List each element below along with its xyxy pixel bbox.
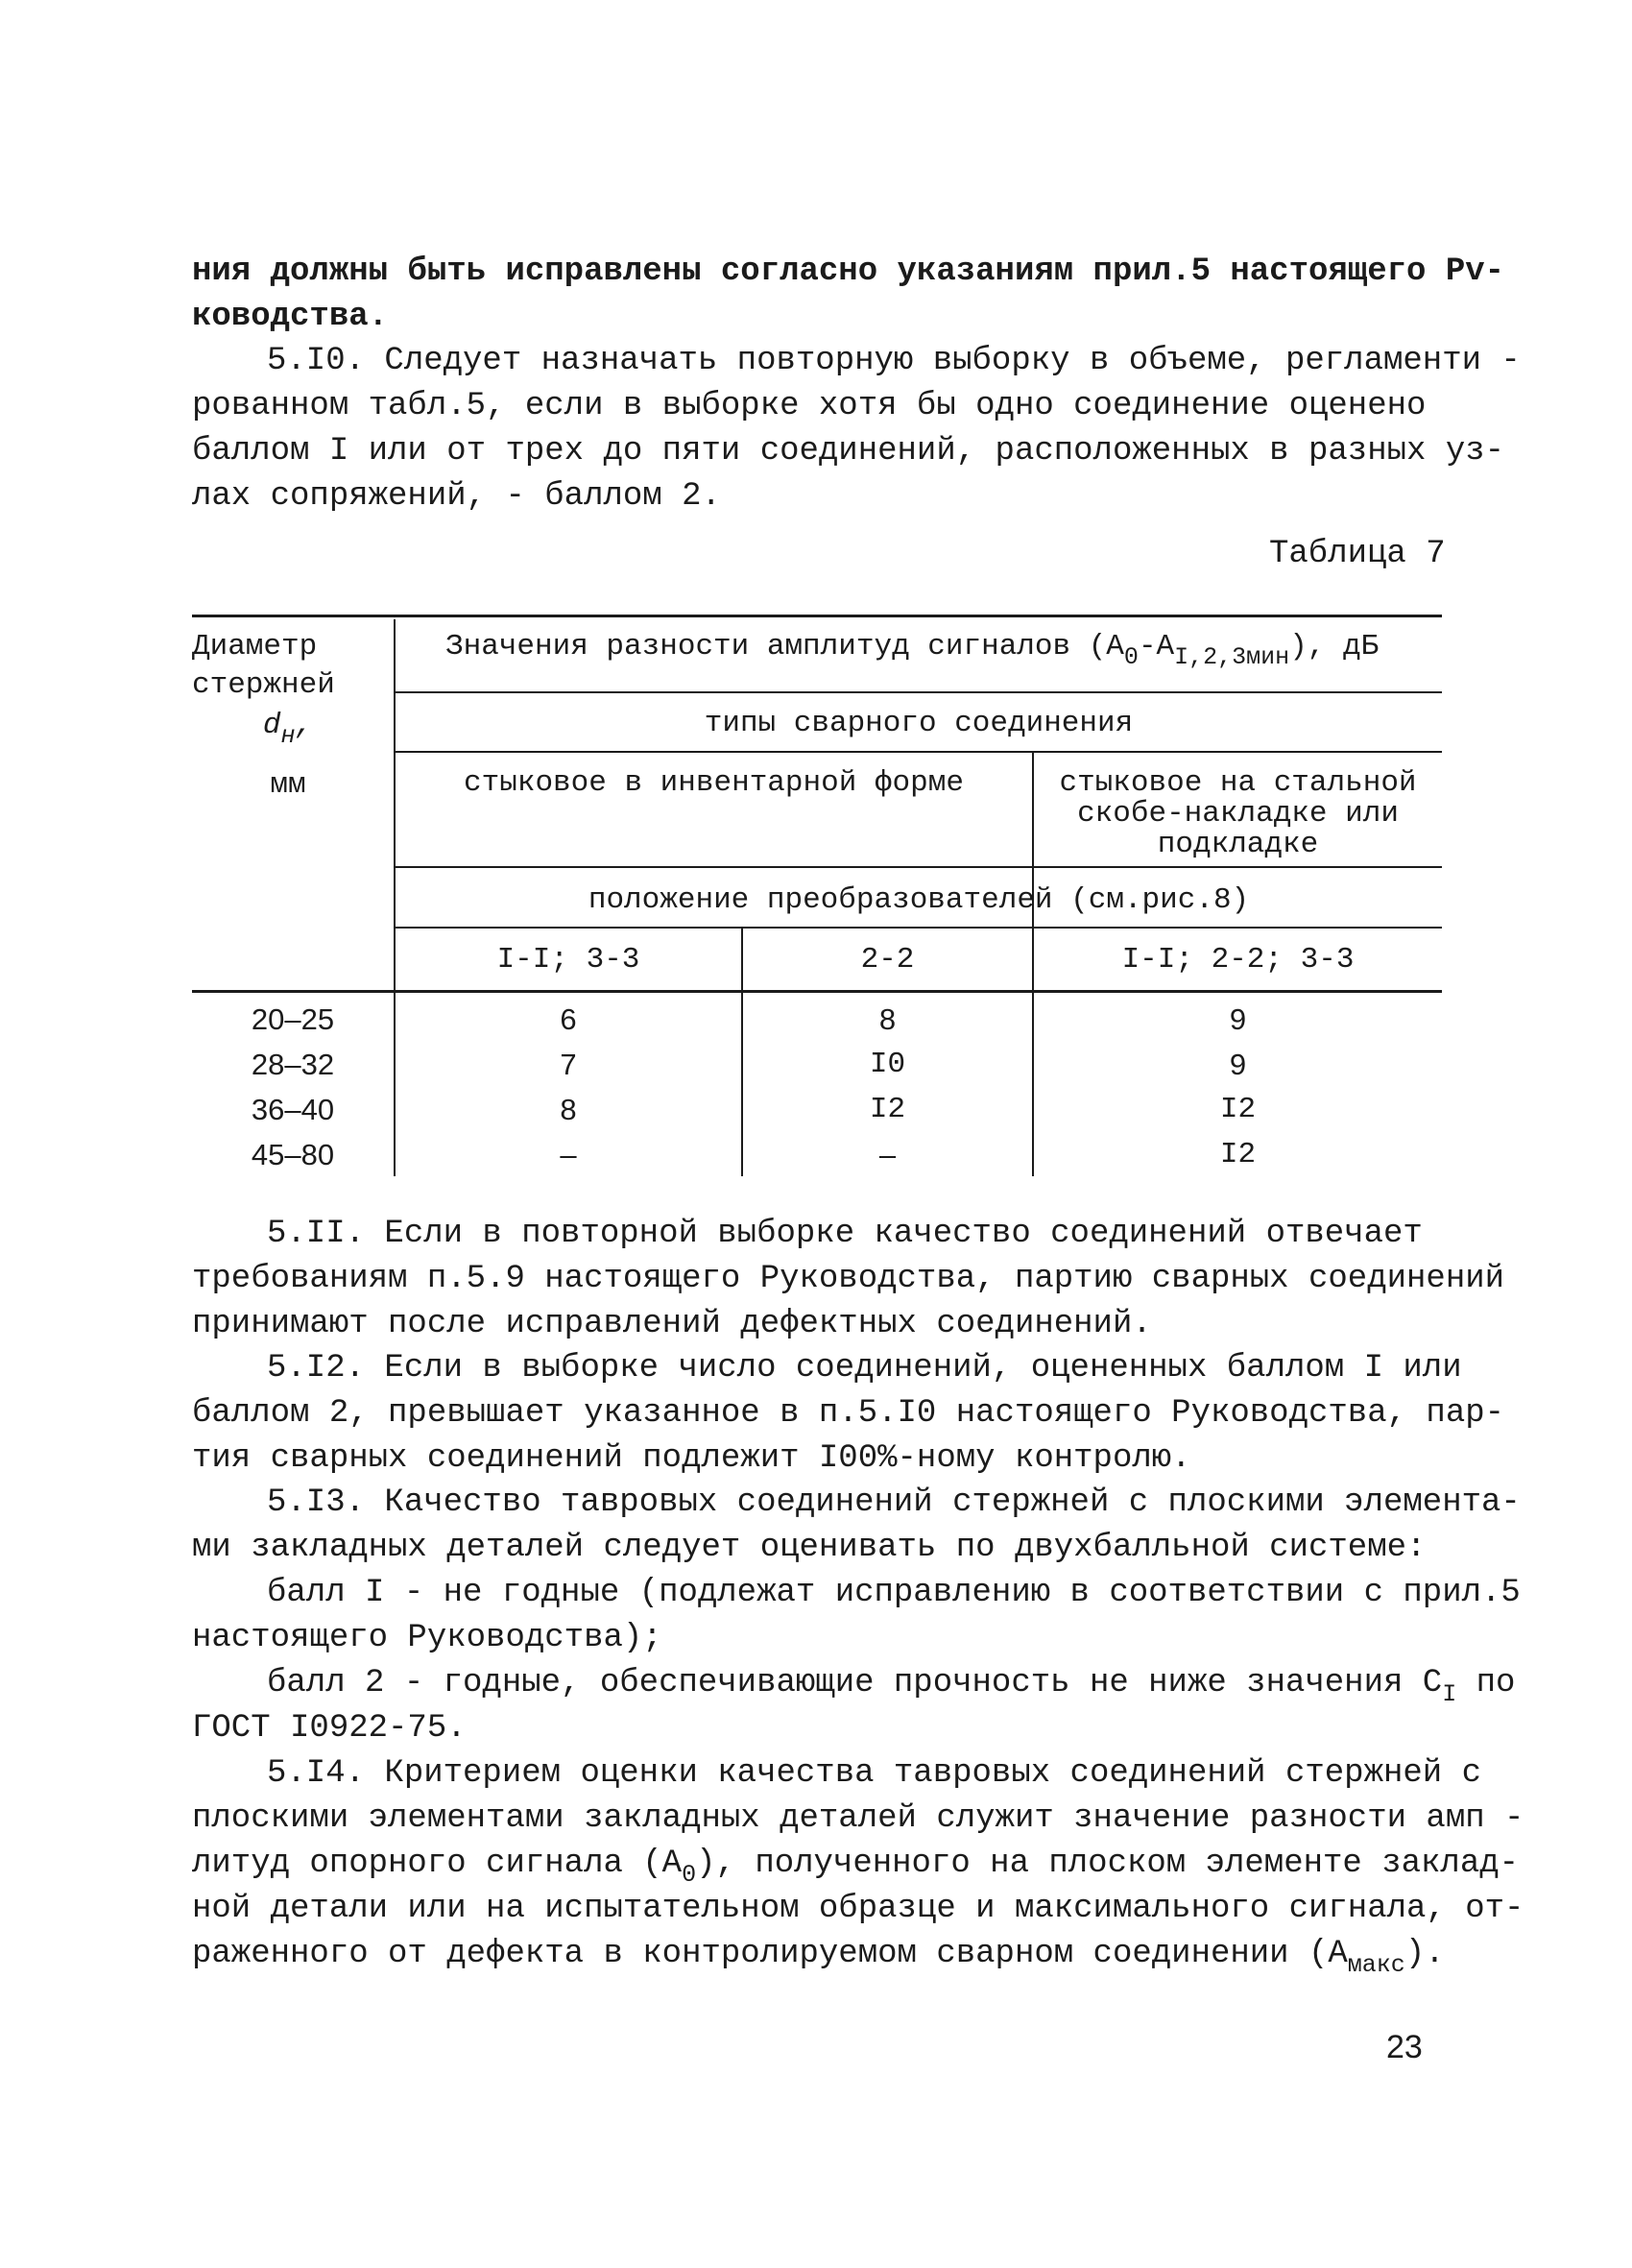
weld-type-2-line-1: стыковое на стальной (1059, 766, 1417, 800)
table-cell: – (560, 1138, 577, 1171)
table-row-diameter: 45–80 (251, 1138, 335, 1171)
paragraph-5-11-line-3: принимают после исправлений дефектных соединений. (192, 1306, 1152, 1342)
rule-under-value-header (396, 691, 1442, 693)
weld-types-label: типы сварного соединения (704, 707, 1134, 740)
diameter-symbol: $d_н$, (262, 709, 314, 750)
position-col-3: I-I; 2-2; 3-3 (1121, 943, 1355, 977)
paragraph-5-14-line-2: плоскими элементами закладных деталей служит значение разности амп - (192, 1800, 1524, 1837)
transducer-position-label: положение преобразователей (см.рис.8) (588, 883, 1250, 917)
table-cell: I0 (869, 1048, 906, 1081)
position-col-1: I-I; 3-3 (496, 943, 640, 977)
paragraph-5-10-line-2: рованном табл.5, если в выборке хотя бы одно соединение оценено (192, 388, 1427, 424)
table-cell: 8 (560, 1093, 577, 1126)
value-header: Значения разности амплитуд сигналов $(A_0-A_{I,2,3мин})$, дБ (445, 630, 1380, 671)
paragraph-5-14-line-3: литуд опорного сигнала $(A_0)$, полученного на плоском элементе заклад- (192, 1846, 1520, 1889)
diameter-header-line-1: Диаметр (192, 630, 318, 664)
paragraph-5-10-line-3: баллом I или от трех до пяти соединений, расположенных в разных уз- (192, 433, 1505, 470)
paragraph-5-14-line-1: 5.I4. Критерием оценки качества тавровых соединений стержней с (267, 1755, 1482, 1792)
paragraph-5-9-line-2: ководства. (192, 299, 389, 335)
paragraph-5-13-line-1: 5.I3. Качество тавровых соединений стержней с плоскими элемента- (267, 1484, 1521, 1521)
paragraph-5-9-line-1: ния должны быть исправлены согласно указаниям прил.5 настоящего Pv- (192, 253, 1505, 290)
table-cell: 8 (878, 1002, 897, 1036)
paragraph-5-13-line-6: ГОСТ I0922-75. (192, 1710, 467, 1747)
paragraph-5-12-line-3: тия сварных соединений подлежит I00%-ному контролю. (192, 1440, 1191, 1477)
table-cell: 7 (560, 1048, 577, 1081)
diameter-header-line-2: стержней (192, 668, 335, 702)
paragraph-5-10-line-4: лах сопряжений, - баллом 2. (192, 478, 721, 515)
table-cell: I2 (1219, 1093, 1257, 1126)
paragraph-5-12-line-2: баллом 2, превышает указанное в п.5.I0 настоящего Руководства, пар- (192, 1395, 1505, 1432)
paragraph-5-10-line-1: 5.I0. Следует назначать повторную выборку в объеме, регламенти - (267, 343, 1521, 379)
rule-under-weld-types (396, 751, 1442, 753)
paragraph-5-14-line-5: раженного от дефекта в контролируемом сварном соединении $(A_{макс})$. (192, 1936, 1445, 1979)
rule-under-position (396, 927, 1442, 929)
weld-type-1: стыковое в инвентарной форме (464, 766, 964, 800)
weld-type-2-line-2: скобе-накладке или (1077, 797, 1399, 831)
table-cell: I2 (869, 1093, 906, 1126)
table-row-diameter: 36–40 (251, 1093, 335, 1126)
table-cell: 9 (1229, 1048, 1247, 1081)
table-top-rule (192, 615, 1442, 617)
rule-under-header (192, 990, 1442, 993)
paragraph-5-14-line-4: ной детали или на испытательном образце и максимального сигнала, от- (192, 1891, 1524, 1927)
table-cell: – (878, 1138, 897, 1171)
paragraph-5-13-line-2: ми закладных деталей следует оценивать по двухбалльной системе: (192, 1530, 1427, 1566)
paragraph-5-11-line-1: 5.II. Если в повторной выборке качество соединений отвечает (267, 1216, 1423, 1252)
page-number: 23 (1386, 2029, 1423, 2065)
table-cell: I2 (1219, 1138, 1257, 1171)
rule-under-weld-type-names (396, 866, 1442, 868)
table-cell: 9 (1229, 1002, 1247, 1036)
paragraph-5-13-line-3: балл I - не годные (подлежат исправлению в соответствии с прил.5 (267, 1575, 1521, 1611)
diameter-unit: мм (270, 768, 306, 802)
position-col-2: 2-2 (860, 943, 915, 977)
paragraph-5-12-line-1: 5.I2. Если в выборке число соединений, оцененных баллом I или (267, 1350, 1462, 1387)
paragraph-5-11-line-2: требованиям п.5.9 настоящего Руководства, партию сварных соединений (192, 1261, 1505, 1297)
weld-type-2-line-3: подкладке (1157, 828, 1319, 861)
paragraph-5-13-line-4: настоящего Руководства); (192, 1620, 662, 1656)
table-cell: 6 (560, 1002, 577, 1036)
paragraph-5-13-line-5: балл 2 - годные, обеспечивающие прочность не ниже значения $C_I$ по (267, 1665, 1516, 1708)
table-row-diameter: 20–25 (251, 1002, 335, 1036)
table-row-diameter: 28–32 (251, 1048, 335, 1081)
table-caption: Таблица 7 (1269, 536, 1446, 572)
table-7 (192, 615, 1442, 1176)
